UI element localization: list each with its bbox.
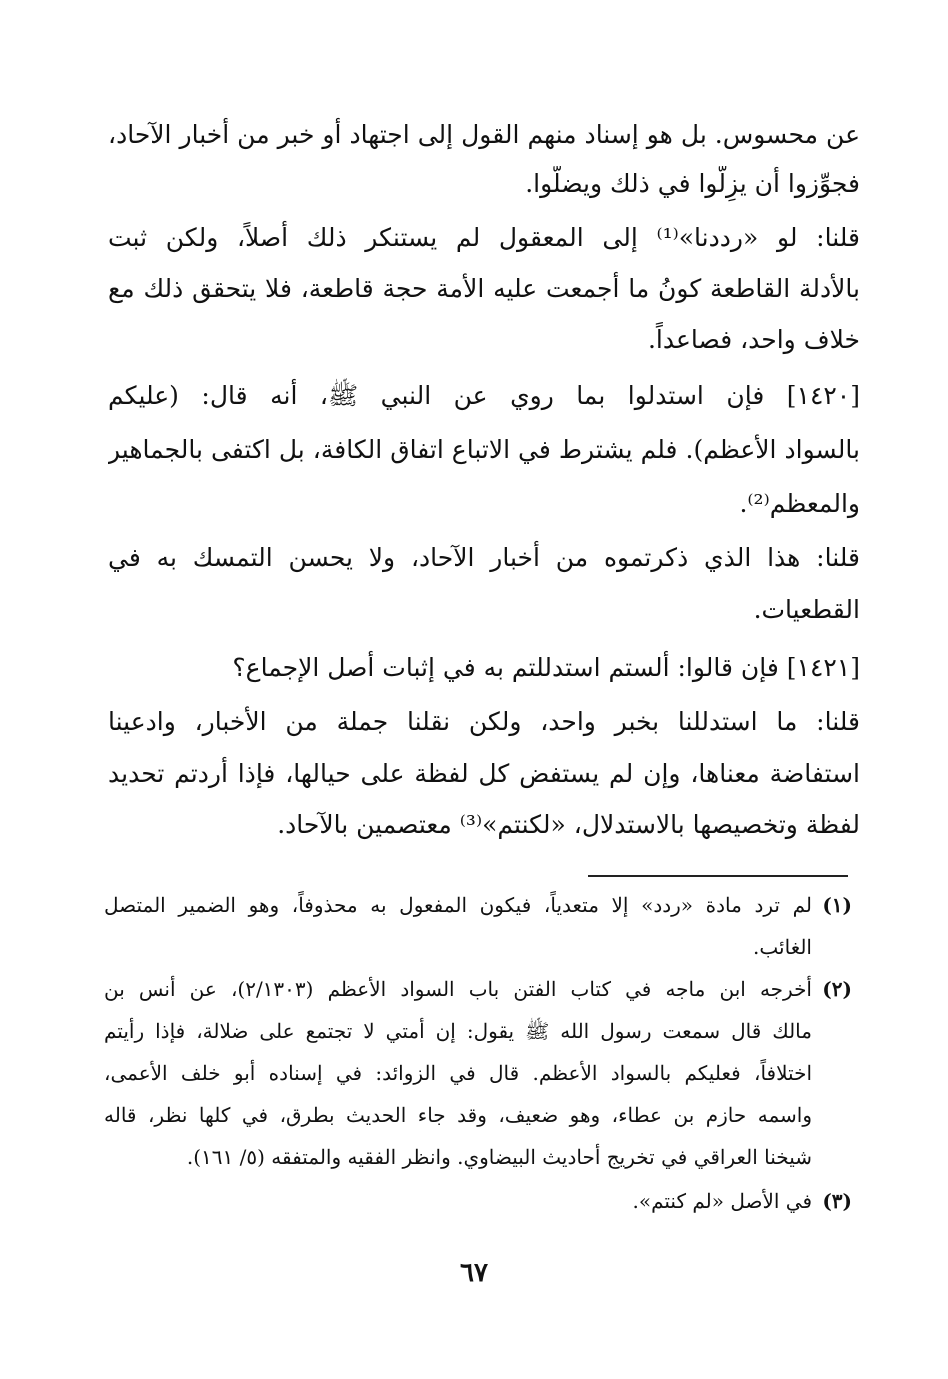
footnote-2-continued: اختلافاً، فعليكم بالسواد الأعظم. قال في الزوائد: في إسناده أبو خلف الأعمى، [104, 1061, 812, 1085]
body-line: قلنا: هذا الذي ذكرتموه من أخبار الآحاد، ولا يحسن التمسك به في [108, 543, 860, 572]
footnote-number: (١) [822, 893, 852, 917]
page-number: ٦٧ [460, 1258, 488, 1288]
body-line: استفاضة معناها، وإن لم يستفض كل لفظة على حيالها، فإذا أردتم تحديد [108, 759, 860, 788]
footnote-2 [104, 974, 852, 1004]
body-line: خلاف واحد، فصاعداً. [647, 325, 860, 354]
body-line: فجوِّزوا أن يزِلّوا في ذلك ويضلّوا. [525, 169, 860, 198]
body-line: بالسواد الأعظم). فلم يشترط في الاتباع اتفاق الكافة، بل اكتفى بالجماهير [108, 435, 860, 464]
body-line: والمعظم⁽²⁾. [739, 489, 860, 518]
body-line: لفظة وتخصيصها بالاستدلال، «لكنتم»⁽³⁾ معتصمين بالآحاد. [277, 810, 860, 839]
footnote-separator [588, 875, 848, 877]
footnote-text: في الأصل «لم كنتم». [632, 1189, 812, 1213]
footnote-text: أخرجه ابن ماجه في كتاب الفتن باب السواد الأعظم (٢/١٣٠٣)، عن أنس بن [104, 977, 812, 1001]
body-line: [١٤٢٠] فإن استدلوا بما روي عن النبي ﷺ، أنه قال: (عليكم [108, 381, 860, 410]
footnote-number: (٢) [822, 977, 852, 1001]
body-line: قلنا: لو «رددنا»⁽¹⁾ إلى المعقول لم يستنكر ذلك أصلاً، ولكن ثبت [108, 223, 860, 252]
footnote-2-continued: واسمه حازم بن عطاء، وهو ضعيف، وقد جاء الحديث بطرق، في كلها نظر، قاله [104, 1103, 812, 1127]
footnote-1-continued: الغائب. [753, 935, 812, 959]
footnote-1 [104, 890, 852, 920]
body-line: بالأدلة القاطعة كونُ ما أجمعت عليه الأمة حجة قاطعة، فلا يتحقق ذلك مع [108, 274, 860, 303]
body-line: القطعيات. [753, 595, 860, 624]
footnote-number: (٣) [822, 1189, 852, 1213]
footnote-3 [104, 1186, 852, 1216]
footnote-text: لم ترد مادة «ردد» إلا متعدياً، فيكون المفعول به محذوفاً، وهو الضمير المتصل [104, 893, 812, 917]
footnote-2-continued: شيخنا العراقي في تخريج أحاديث البيضاوي. وانظر الفقيه والمتفقه (٥/ ١٦١). [186, 1145, 812, 1169]
body-line: عن محسوس. بل هو إسناد منهم القول إلى اجتهاد أو خبر من أخبار الآحاد، [108, 120, 860, 149]
body-line: قلنا: ما استدللنا بخبر واحد، ولكن نقلنا جملة من الأخبار، وادعينا [108, 707, 860, 736]
body-line: [١٤٢١] فإن قالوا: ألستم استدللتم به في إثبات أصل الإجماع؟ [232, 653, 860, 682]
footnote-2-continued: مالك قال سمعت رسول الله ﷺ يقول: إن أمتي لا تجتمع على ضلالة، فإذا رأيتم [104, 1019, 812, 1043]
